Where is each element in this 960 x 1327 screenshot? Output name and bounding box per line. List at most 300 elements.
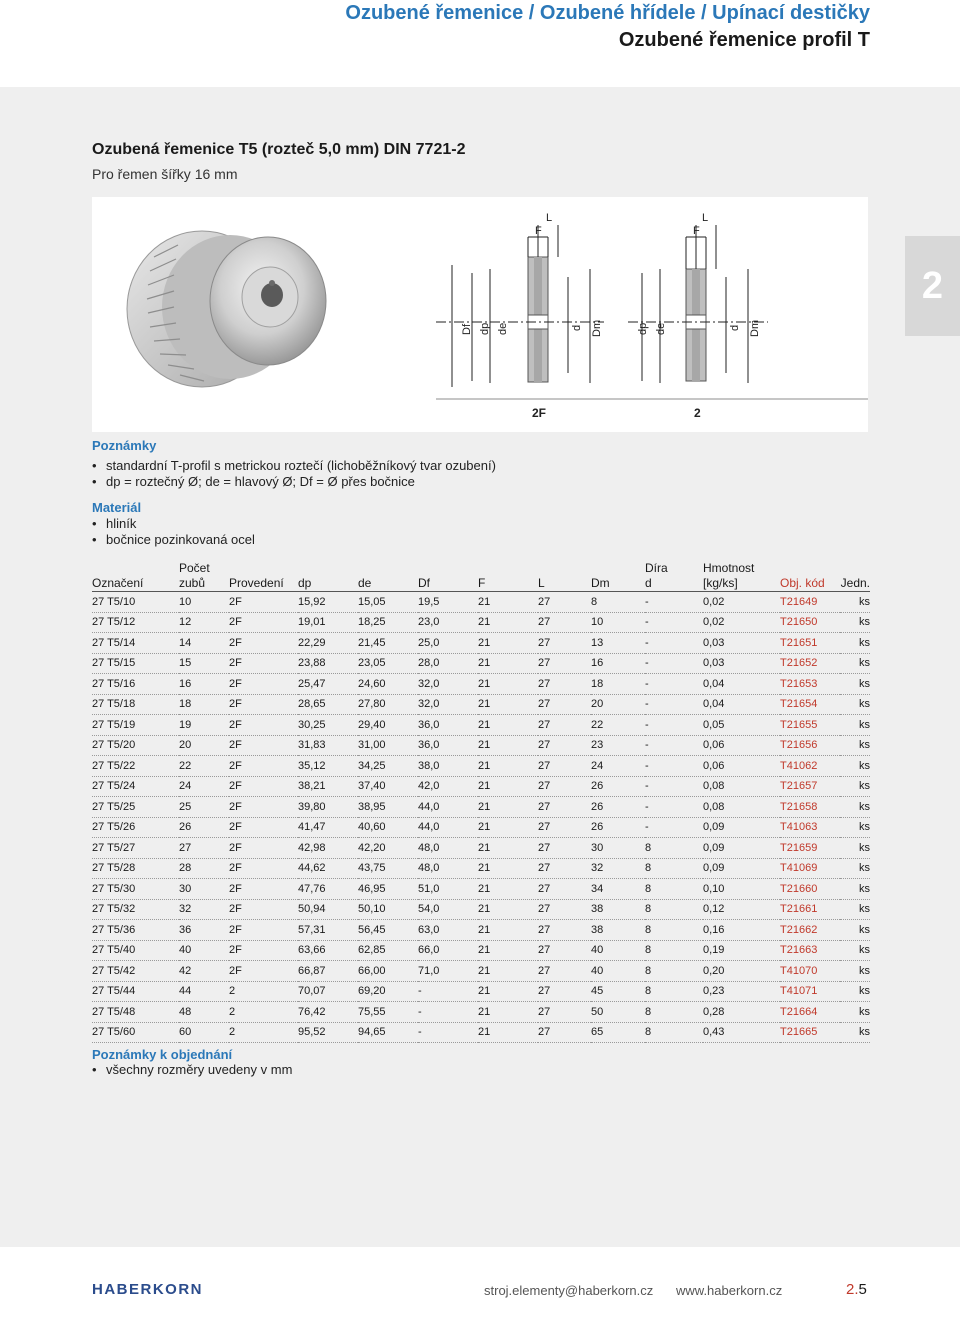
product-title: Ozubená řemenice T5 (rozteč 5,0 mm) DIN 7721-2 (92, 141, 466, 158)
table-cell: ks (840, 653, 870, 674)
table-cell: T21653 (780, 674, 840, 695)
table-cell: 0,08 (703, 776, 780, 797)
table-cell: 27 T5/10 (92, 592, 179, 613)
table-cell: T21652 (780, 653, 840, 674)
table-cell: 21 (478, 776, 538, 797)
table-cell: 29,40 (358, 715, 418, 736)
table-cell: 24 (591, 756, 645, 777)
table-cell: - (645, 817, 703, 838)
table-row (92, 653, 870, 674)
table-cell: 27 T5/24 (92, 776, 179, 797)
table-cell: 27 (538, 797, 591, 818)
table-cell: 16 (179, 674, 229, 695)
label-df-left: Df (461, 324, 473, 335)
table-cell: ks (840, 817, 870, 838)
table-cell: 38 (591, 920, 645, 941)
table-header-row (92, 561, 870, 592)
table-cell: 8 (645, 899, 703, 920)
label-de-right: de (655, 322, 667, 335)
table-cell: 51,0 (418, 879, 478, 900)
table-cell: 27 (538, 817, 591, 838)
table-cell: - (645, 756, 703, 777)
table-cell: 19 (179, 715, 229, 736)
table-cell: ks (840, 879, 870, 900)
table-cell: 21 (478, 920, 538, 941)
table-cell: 22 (591, 715, 645, 736)
table-cell: 69,20 (358, 981, 418, 1002)
col-oznaceni: Označení (92, 561, 179, 592)
col-provedeni: Provedení (229, 561, 298, 592)
table-cell: 36,0 (418, 735, 478, 756)
table-cell: 27 T5/30 (92, 879, 179, 900)
table-cell: 8 (645, 920, 703, 941)
table-cell: 8 (591, 592, 645, 613)
table-cell: 66,00 (358, 961, 418, 982)
table-cell: T21660 (780, 879, 840, 900)
table-cell: 94,65 (358, 1022, 418, 1043)
table-cell: 44,0 (418, 797, 478, 818)
table-cell: 2F (229, 715, 298, 736)
table-cell: 70,07 (298, 981, 358, 1002)
table-row (92, 674, 870, 695)
table-cell: 30,25 (298, 715, 358, 736)
table-cell: 8 (645, 879, 703, 900)
table-cell: 21 (478, 633, 538, 654)
table-cell: T41071 (780, 981, 840, 1002)
table-cell: 65 (591, 1022, 645, 1043)
table-cell: 44,0 (418, 817, 478, 838)
table-cell: 21 (478, 735, 538, 756)
table-cell: 10 (179, 592, 229, 613)
table-cell: T41062 (780, 756, 840, 777)
table-cell: 2F (229, 735, 298, 756)
pulley-drawings (92, 197, 868, 432)
table-cell: 27 (538, 981, 591, 1002)
table-cell: 45 (591, 981, 645, 1002)
table-row (92, 961, 870, 982)
table-cell: 66,87 (298, 961, 358, 982)
haberkorn-logo: HABERKORN (92, 1281, 203, 1298)
table-cell: - (645, 674, 703, 695)
table-cell: ks (840, 961, 870, 982)
drawing-2 (628, 225, 768, 383)
table-cell: 0,02 (703, 612, 780, 633)
table-cell: T21655 (780, 715, 840, 736)
table-cell: T21665 (780, 1022, 840, 1043)
label-f-right: F (693, 225, 700, 237)
table-cell: 8 (645, 838, 703, 859)
table-cell: 27 T5/42 (92, 961, 179, 982)
product-image-box (92, 197, 868, 432)
table-cell: 8 (645, 1002, 703, 1023)
table-row (92, 940, 870, 961)
table-cell: 30 (179, 879, 229, 900)
table-row (92, 1022, 870, 1043)
table-cell: 27 (538, 715, 591, 736)
table-cell: T21659 (780, 838, 840, 859)
table-cell: 42 (179, 961, 229, 982)
col-l: L (538, 561, 591, 592)
table-cell: 27 (538, 694, 591, 715)
table-cell: 27 T5/19 (92, 715, 179, 736)
table-row (92, 899, 870, 920)
table-cell: 0,20 (703, 961, 780, 982)
label-l-left: L (546, 212, 553, 224)
table-cell: 21 (478, 797, 538, 818)
table-cell: 2F (229, 899, 298, 920)
table-cell: 31,83 (298, 735, 358, 756)
table-cell: - (418, 1022, 478, 1043)
table-cell: 2 (229, 981, 298, 1002)
table-cell: 16 (591, 653, 645, 674)
table-cell: 26 (179, 817, 229, 838)
table-cell: 56,45 (358, 920, 418, 941)
table-cell: 20 (591, 694, 645, 715)
table-cell: T21651 (780, 633, 840, 654)
table-cell: 46,95 (358, 879, 418, 900)
table-cell: 50,94 (298, 899, 358, 920)
table-cell: 71,0 (418, 961, 478, 982)
table-cell: - (645, 776, 703, 797)
page-number: 2.5 (846, 1281, 867, 1298)
table-cell: 21 (478, 1022, 538, 1043)
table-cell: 43,75 (358, 858, 418, 879)
table-cell: T21661 (780, 899, 840, 920)
table-cell: 8 (645, 1022, 703, 1043)
table-cell: 21 (478, 817, 538, 838)
table-cell: 0,04 (703, 694, 780, 715)
table-cell: ks (840, 592, 870, 613)
table-cell: 2F (229, 920, 298, 941)
table-cell: 27 (538, 920, 591, 941)
table-cell: 21 (478, 899, 538, 920)
table-cell: 27 (538, 838, 591, 859)
label-de-left: de (497, 322, 509, 335)
table-cell: T21649 (780, 592, 840, 613)
table-cell: 27 (538, 735, 591, 756)
order-notes-title: Poznámky k objednání (92, 1047, 233, 1062)
table-cell: 32,0 (418, 694, 478, 715)
table-cell: 41,47 (298, 817, 358, 838)
table-cell: ks (840, 633, 870, 654)
table-cell: - (645, 592, 703, 613)
table-cell: 21 (478, 858, 538, 879)
table-cell: 27 (538, 674, 591, 695)
table-cell: T41070 (780, 961, 840, 982)
table-cell: 2 (229, 1022, 298, 1043)
table-cell: 40,60 (358, 817, 418, 838)
table-cell: 27 T5/26 (92, 817, 179, 838)
table-row (92, 592, 870, 613)
table-cell: 27 T5/60 (92, 1022, 179, 1043)
table-cell: 10 (591, 612, 645, 633)
table-cell: 0,10 (703, 879, 780, 900)
table-cell: 21 (478, 694, 538, 715)
breadcrumb: Ozubené řemenice / Ozubené hřídele / Upínací destičky (345, 2, 870, 24)
table-cell: 38 (591, 899, 645, 920)
table-cell: 44 (179, 981, 229, 1002)
table-cell: 48,0 (418, 838, 478, 859)
table-cell: 8 (645, 858, 703, 879)
table-cell: 27 T5/22 (92, 756, 179, 777)
table-cell: 25,0 (418, 633, 478, 654)
table-cell: ks (840, 858, 870, 879)
table-cell: 27 T5/36 (92, 920, 179, 941)
table-cell: 27 (538, 961, 591, 982)
footer-email-link[interactable]: stroj.elementy@haberkorn.cz (484, 1283, 654, 1298)
table-cell: 13 (591, 633, 645, 654)
table-cell: 36,0 (418, 715, 478, 736)
table-cell: 2F (229, 838, 298, 859)
drawing-2f (436, 225, 604, 387)
table-cell: T21654 (780, 694, 840, 715)
table-cell: 31,00 (358, 735, 418, 756)
table-cell: 44,62 (298, 858, 358, 879)
table-cell: 57,31 (298, 920, 358, 941)
chapter-tab: 2 (905, 236, 960, 336)
table-cell: 2F (229, 612, 298, 633)
table-cell: 27 (538, 879, 591, 900)
table-cell: ks (840, 940, 870, 961)
table-cell: 28,65 (298, 694, 358, 715)
table-cell: 39,80 (298, 797, 358, 818)
table-cell: 21 (478, 879, 538, 900)
table-cell: 28,0 (418, 653, 478, 674)
table-cell: T41063 (780, 817, 840, 838)
col-dm: Dm (591, 561, 645, 592)
table-cell: - (645, 715, 703, 736)
table-row (92, 612, 870, 633)
table-cell: 22,29 (298, 633, 358, 654)
pulley-photo (127, 231, 326, 387)
table-cell: ks (840, 756, 870, 777)
table-cell: 27 T5/20 (92, 735, 179, 756)
table-cell: 2F (229, 633, 298, 654)
table-cell: 32,0 (418, 674, 478, 695)
table-cell: 21 (478, 674, 538, 695)
table-cell: ks (840, 715, 870, 736)
table-cell: - (645, 612, 703, 633)
table-cell: 32 (179, 899, 229, 920)
table-cell: 25,47 (298, 674, 358, 695)
table-cell: 54,0 (418, 899, 478, 920)
table-cell: 27 (538, 653, 591, 674)
table-cell: ks (840, 981, 870, 1002)
table-cell: 2F (229, 694, 298, 715)
table-cell: 35,12 (298, 756, 358, 777)
table-cell: 95,52 (298, 1022, 358, 1043)
table-cell: ks (840, 735, 870, 756)
table-cell: 0,23 (703, 981, 780, 1002)
table-row (92, 838, 870, 859)
table-cell: ks (840, 920, 870, 941)
table-cell: - (645, 694, 703, 715)
table-cell: 15 (179, 653, 229, 674)
table-cell: 14 (179, 633, 229, 654)
table-cell: T21656 (780, 735, 840, 756)
product-subtitle: Pro řemen šířky 16 mm (92, 166, 238, 182)
label-d-left: d (571, 324, 583, 331)
table-cell: 23 (591, 735, 645, 756)
table-cell: 38,0 (418, 756, 478, 777)
table-cell: 25 (179, 797, 229, 818)
col-pocet: Počet zubů (179, 561, 229, 592)
material-title: Materiál (92, 500, 142, 515)
table-cell: 2F (229, 653, 298, 674)
table-cell: 0,16 (703, 920, 780, 941)
footer-web-link[interactable]: www.haberkorn.cz (676, 1283, 783, 1298)
table-cell: 18 (591, 674, 645, 695)
table-cell: - (418, 981, 478, 1002)
table-cell: 18 (179, 694, 229, 715)
table-cell: ks (840, 612, 870, 633)
table-cell: 21,45 (358, 633, 418, 654)
table-cell: 27 (538, 899, 591, 920)
table-cell: 15,92 (298, 592, 358, 613)
table-cell: 76,42 (298, 1002, 358, 1023)
table-cell: T21663 (780, 940, 840, 961)
table-cell: 27 T5/48 (92, 1002, 179, 1023)
table-cell: 12 (179, 612, 229, 633)
table-cell: 0,09 (703, 858, 780, 879)
table-cell: 0,02 (703, 592, 780, 613)
table-cell: 21 (478, 653, 538, 674)
table-cell: 40 (591, 940, 645, 961)
table-cell: T21657 (780, 776, 840, 797)
table-cell: T21650 (780, 612, 840, 633)
table-cell: 2F (229, 776, 298, 797)
table-cell: 24,60 (358, 674, 418, 695)
table-cell: 42,0 (418, 776, 478, 797)
table-row (92, 981, 870, 1002)
table-cell: 23,05 (358, 653, 418, 674)
table-cell: 62,85 (358, 940, 418, 961)
table-cell: 0,19 (703, 940, 780, 961)
table-cell: 19,5 (418, 592, 478, 613)
table-cell: 27 T5/12 (92, 612, 179, 633)
table-row (92, 858, 870, 879)
table-cell: 48,0 (418, 858, 478, 879)
label-l-right: L (702, 212, 709, 224)
table-cell: 27 T5/32 (92, 899, 179, 920)
table-row (92, 735, 870, 756)
table-cell: - (645, 797, 703, 818)
table-cell: 21 (478, 1002, 538, 1023)
table-cell: 27 T5/18 (92, 694, 179, 715)
table-cell: 21 (478, 940, 538, 961)
table-cell: 38,95 (358, 797, 418, 818)
table-row (92, 694, 870, 715)
table-cell: 42,20 (358, 838, 418, 859)
table-cell: 15,05 (358, 592, 418, 613)
table-row (92, 920, 870, 941)
label-dp-left: dp (479, 322, 491, 335)
note-item: • standardní T-profil s metrickou roztečí (lichoběžníkový tvar ozubení) (92, 458, 496, 473)
table-cell: 8 (645, 981, 703, 1002)
table-row (92, 1002, 870, 1023)
col-dira: Díra d (645, 561, 703, 592)
table-cell: 0,06 (703, 735, 780, 756)
table-cell: ks (840, 838, 870, 859)
table-cell: 27 T5/14 (92, 633, 179, 654)
table-cell: ks (840, 694, 870, 715)
table-cell: ks (840, 797, 870, 818)
table-cell: 2F (229, 592, 298, 613)
section-title: Ozubené řemenice profil T (618, 29, 870, 51)
table-cell: 0,03 (703, 633, 780, 654)
table-cell: ks (840, 776, 870, 797)
order-note-item: • všechny rozměry uvedeny v mm (92, 1062, 292, 1077)
table-cell: 26 (591, 797, 645, 818)
table-cell: 23,0 (418, 612, 478, 633)
label-dp-right: dp (637, 322, 649, 335)
material-item: • bočnice pozinkovaná ocel (92, 532, 255, 547)
table-cell: 27 (538, 776, 591, 797)
table-cell: 27 (538, 592, 591, 613)
table-cell: 18,25 (358, 612, 418, 633)
label-dm-right: Dm (749, 319, 761, 337)
table-cell: 27 T5/40 (92, 940, 179, 961)
table-cell: 21 (478, 715, 538, 736)
table-cell: 63,66 (298, 940, 358, 961)
table-cell: 27 T5/15 (92, 653, 179, 674)
table-cell: 21 (478, 981, 538, 1002)
table-cell: 27 (538, 1022, 591, 1043)
table-row (92, 633, 870, 654)
table-cell: 27 (538, 858, 591, 879)
table-cell: 27 T5/44 (92, 981, 179, 1002)
label-dm-left: Dm (591, 319, 603, 337)
table-cell: - (645, 653, 703, 674)
label-type-2: 2 (694, 406, 701, 420)
col-df: Df (418, 561, 478, 592)
table-cell: 47,76 (298, 879, 358, 900)
table-cell: 2F (229, 858, 298, 879)
col-dp: dp (298, 561, 358, 592)
table-cell: 66,0 (418, 940, 478, 961)
table-cell: 27 (538, 1002, 591, 1023)
table-cell: 26 (591, 776, 645, 797)
table-cell: 75,55 (358, 1002, 418, 1023)
table-cell: 63,0 (418, 920, 478, 941)
spec-table (92, 561, 870, 1043)
table-cell: 48 (179, 1002, 229, 1023)
table-cell: 27 (538, 633, 591, 654)
table-cell: 50,10 (358, 899, 418, 920)
table-cell: - (418, 1002, 478, 1023)
table-cell: 27 (538, 756, 591, 777)
table-cell: 0,43 (703, 1022, 780, 1043)
table-cell: 0,28 (703, 1002, 780, 1023)
col-jedn: Jedn. (840, 561, 870, 592)
table-cell: 27 (538, 940, 591, 961)
table-row (92, 879, 870, 900)
table-cell: 27,80 (358, 694, 418, 715)
table-cell: 0,06 (703, 756, 780, 777)
table-cell: 21 (478, 612, 538, 633)
table-cell: 2F (229, 674, 298, 695)
col-kod: Obj. kód (780, 561, 840, 592)
table-cell: 27 T5/16 (92, 674, 179, 695)
table-cell: 21 (478, 838, 538, 859)
table-cell: 26 (591, 817, 645, 838)
table-cell: ks (840, 1022, 870, 1043)
col-de: de (358, 561, 418, 592)
table-cell: ks (840, 899, 870, 920)
table-cell: 0,08 (703, 797, 780, 818)
table-cell: 0,09 (703, 817, 780, 838)
table-cell: T21662 (780, 920, 840, 941)
